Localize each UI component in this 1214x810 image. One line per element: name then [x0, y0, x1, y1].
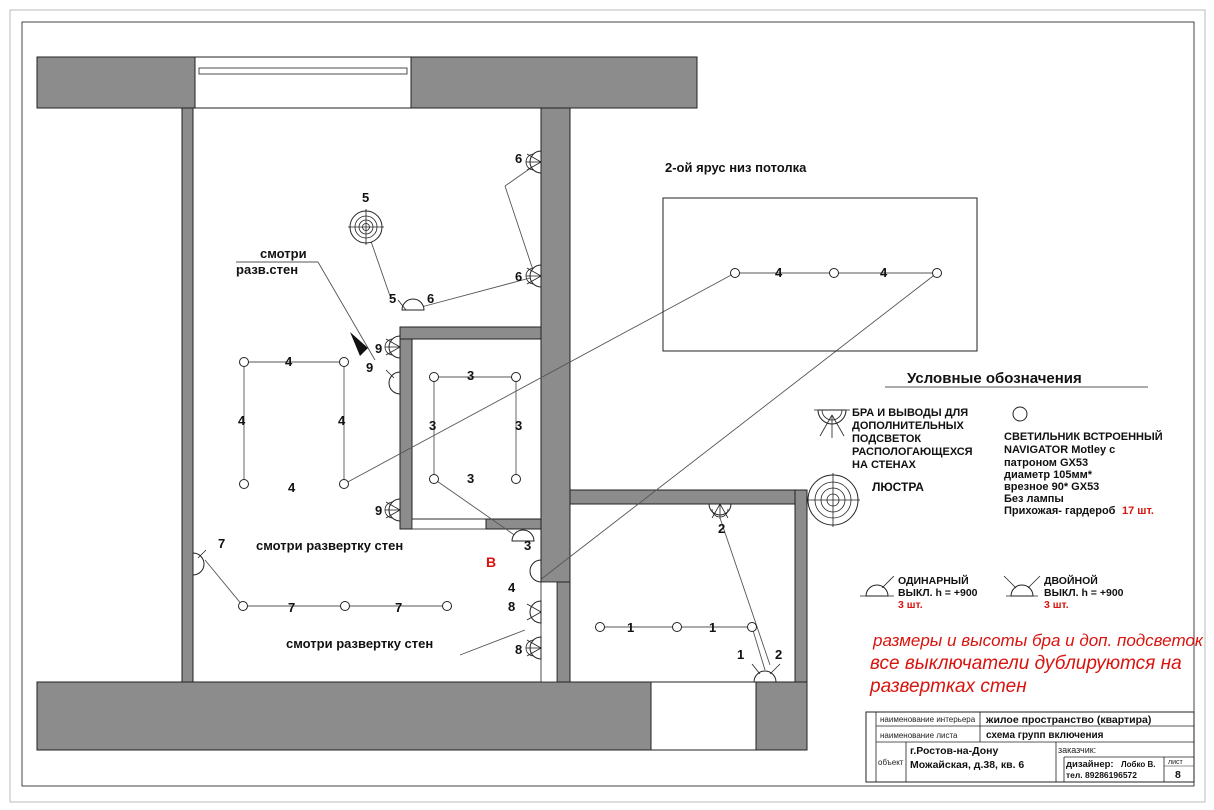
mark-b: В: [486, 554, 497, 570]
legend-spot-line7: Прихожая- гардероб: [1004, 505, 1116, 517]
group-number: 6: [515, 269, 523, 284]
spotlight: [512, 373, 521, 382]
spotlight: [830, 269, 839, 278]
legend-spotlight-icon: [1013, 407, 1027, 421]
door-opening-hall: [541, 582, 557, 682]
group-number: 9: [375, 503, 383, 518]
spotlight: [512, 475, 521, 484]
group-number: 4: [880, 265, 888, 280]
spotlight: [748, 623, 757, 632]
tb-designer-label: дизайнер:: [1066, 759, 1114, 770]
tb-designer-name: Лобко В.: [1121, 760, 1156, 769]
window-sill: [199, 68, 407, 74]
spotlight: [430, 373, 439, 382]
tb-sheet-label: наименование листа: [880, 731, 958, 740]
group-number: 2: [775, 647, 783, 662]
wall-left: [182, 108, 193, 682]
note-line2: все выключатели дублируются на: [870, 653, 1182, 674]
second-tier-ceiling-outline: [663, 198, 977, 351]
legend-spot-line2: NAVIGATOR Motley с: [1004, 444, 1116, 456]
tb-sheet-no-label: лист: [1168, 759, 1183, 766]
tb-interior-label: наименование интерьера: [880, 715, 976, 724]
wall-room-right-side: [795, 490, 807, 682]
group-number: 3: [429, 418, 437, 433]
note-line3: развертках стен: [870, 676, 1027, 697]
spotlight: [596, 623, 605, 632]
group-number: 9: [366, 360, 374, 375]
window-opening: [195, 57, 411, 108]
switch-symbol: [389, 372, 400, 394]
legend-single-count: 3 шт.: [898, 599, 923, 611]
group-number: 5: [362, 190, 370, 205]
spotlight: [731, 269, 740, 278]
tb-object-label: объект: [878, 758, 904, 767]
legend-bra-line3: ПОДСВЕТОК: [852, 433, 922, 445]
switch-symbol: [754, 671, 776, 682]
wall-bottom-right: [756, 682, 807, 750]
group-number: 5: [389, 291, 397, 306]
note-line1: размеры и высоты бра и доп. подсветок: [873, 631, 1203, 650]
legend-spot-line4: диаметр 105мм*: [1004, 469, 1093, 481]
group-number: 7: [395, 600, 403, 615]
wall-bottom-left: [37, 682, 651, 750]
legend-spot-line3: патроном GX53: [1004, 457, 1089, 469]
switch-symbol: [402, 299, 424, 310]
legend-bra-icon: [814, 410, 850, 438]
group-number: 4: [775, 265, 783, 280]
wall-top-right: [411, 57, 697, 108]
tb-sheet-value: схема групп включения: [986, 730, 1104, 741]
tb-client-label: заказчик:: [1058, 745, 1097, 755]
door-opening-bottom: [651, 682, 756, 750]
legend-bra-line5: НА СТЕНАХ: [852, 459, 916, 471]
legend-double-line2: ВЫКЛ. h = +900: [1044, 587, 1124, 599]
group-number: 4: [338, 413, 346, 428]
tb-object-city: г.Ростов-на-Дону: [910, 745, 999, 757]
spotlight: [673, 623, 682, 632]
group-number: 6: [427, 291, 435, 306]
group-number: 4: [288, 480, 296, 495]
legend-single-line1: ОДИНАРНЫЙ: [898, 575, 969, 587]
spotlight: [933, 269, 942, 278]
title-block: [866, 712, 1194, 782]
group-number: 2: [718, 521, 726, 536]
legend-single-switch-icon: [860, 576, 894, 596]
legend-double-count: 3 шт.: [1044, 599, 1069, 611]
legend-spot-line1: СВЕТИЛЬНИК ВСТРОЕННЫЙ: [1004, 431, 1163, 443]
closet-door: [412, 519, 486, 529]
group-number: 6: [515, 151, 523, 166]
legend-single-line2: ВЫКЛ. h = +900: [898, 587, 978, 599]
wall-center: [541, 108, 570, 582]
spotlight: [430, 475, 439, 484]
legend-chandelier-label: ЛЮСТРА: [872, 480, 924, 494]
spotlight: [340, 480, 349, 489]
see-walls-short-line1: смотри: [260, 246, 307, 261]
group-number: 8: [508, 599, 516, 614]
group-number: 3: [467, 368, 475, 383]
second-tier-label: 2-ой ярус низ потолка: [665, 160, 807, 175]
wall-room-right-top: [570, 490, 807, 504]
legend-title: Условные обозначения: [907, 370, 1082, 387]
legend-bra-line1: БРА И ВЫВОДЫ ДЛЯ: [852, 407, 969, 419]
switch-symbol: [193, 553, 204, 575]
group-number: 4: [238, 413, 246, 428]
legend-bra-line2: ДОПОЛНИТЕЛЬНЫХ: [852, 420, 964, 432]
legend-bra-line4: РАСПОЛОГАЮЩЕХСЯ: [852, 446, 973, 458]
group-number: 7: [218, 536, 226, 551]
legend-chandelier-icon: [806, 473, 860, 527]
wall-closet-left: [400, 339, 412, 529]
spotlight: [443, 602, 452, 611]
group-number: 1: [627, 620, 635, 635]
group-number: 1: [709, 620, 717, 635]
tb-phone: тел. 89286196572: [1066, 770, 1138, 780]
group-number: 3: [515, 418, 523, 433]
spotlight: [340, 358, 349, 367]
spotlight: [239, 602, 248, 611]
spotlight: [240, 358, 249, 367]
switch-symbol: [530, 560, 541, 582]
chandelier-symbol: [348, 209, 384, 245]
legend-spot-line6: Без лампы: [1004, 493, 1064, 505]
tb-interior-value: жилое пространство (квартира): [986, 714, 1152, 726]
spotlight: [341, 602, 350, 611]
group-number: 1: [737, 647, 745, 662]
group-number: 7: [288, 600, 296, 615]
group-number: 3: [467, 471, 475, 486]
wall-top-left: [37, 57, 195, 108]
group-number: 9: [375, 341, 383, 356]
legend-spot-line5: врезное 90* GX53: [1004, 481, 1100, 493]
tb-sheet-no: 8: [1175, 769, 1181, 781]
spotlight: [240, 480, 249, 489]
wall-closet-top: [400, 327, 541, 339]
see-walls-label-2: смотри развертку стен: [286, 636, 434, 651]
group-number: 3: [524, 538, 532, 553]
group-number: 8: [515, 642, 523, 657]
group-number: 4: [285, 354, 293, 369]
group-number: 4: [508, 580, 516, 595]
legend-double-line1: ДВОЙНОЙ: [1044, 575, 1098, 587]
see-walls-label-1: смотри развертку стен: [256, 538, 404, 553]
wall-room-right-left: [557, 582, 570, 682]
tb-object-address: Можайская, д.38, кв. 6: [910, 759, 1025, 771]
legend-double-switch-icon: [1004, 576, 1040, 596]
legend: [806, 370, 1163, 611]
see-walls-short-line2: разв.стен: [236, 262, 299, 277]
legend-spot-count: 17 шт.: [1122, 505, 1154, 517]
